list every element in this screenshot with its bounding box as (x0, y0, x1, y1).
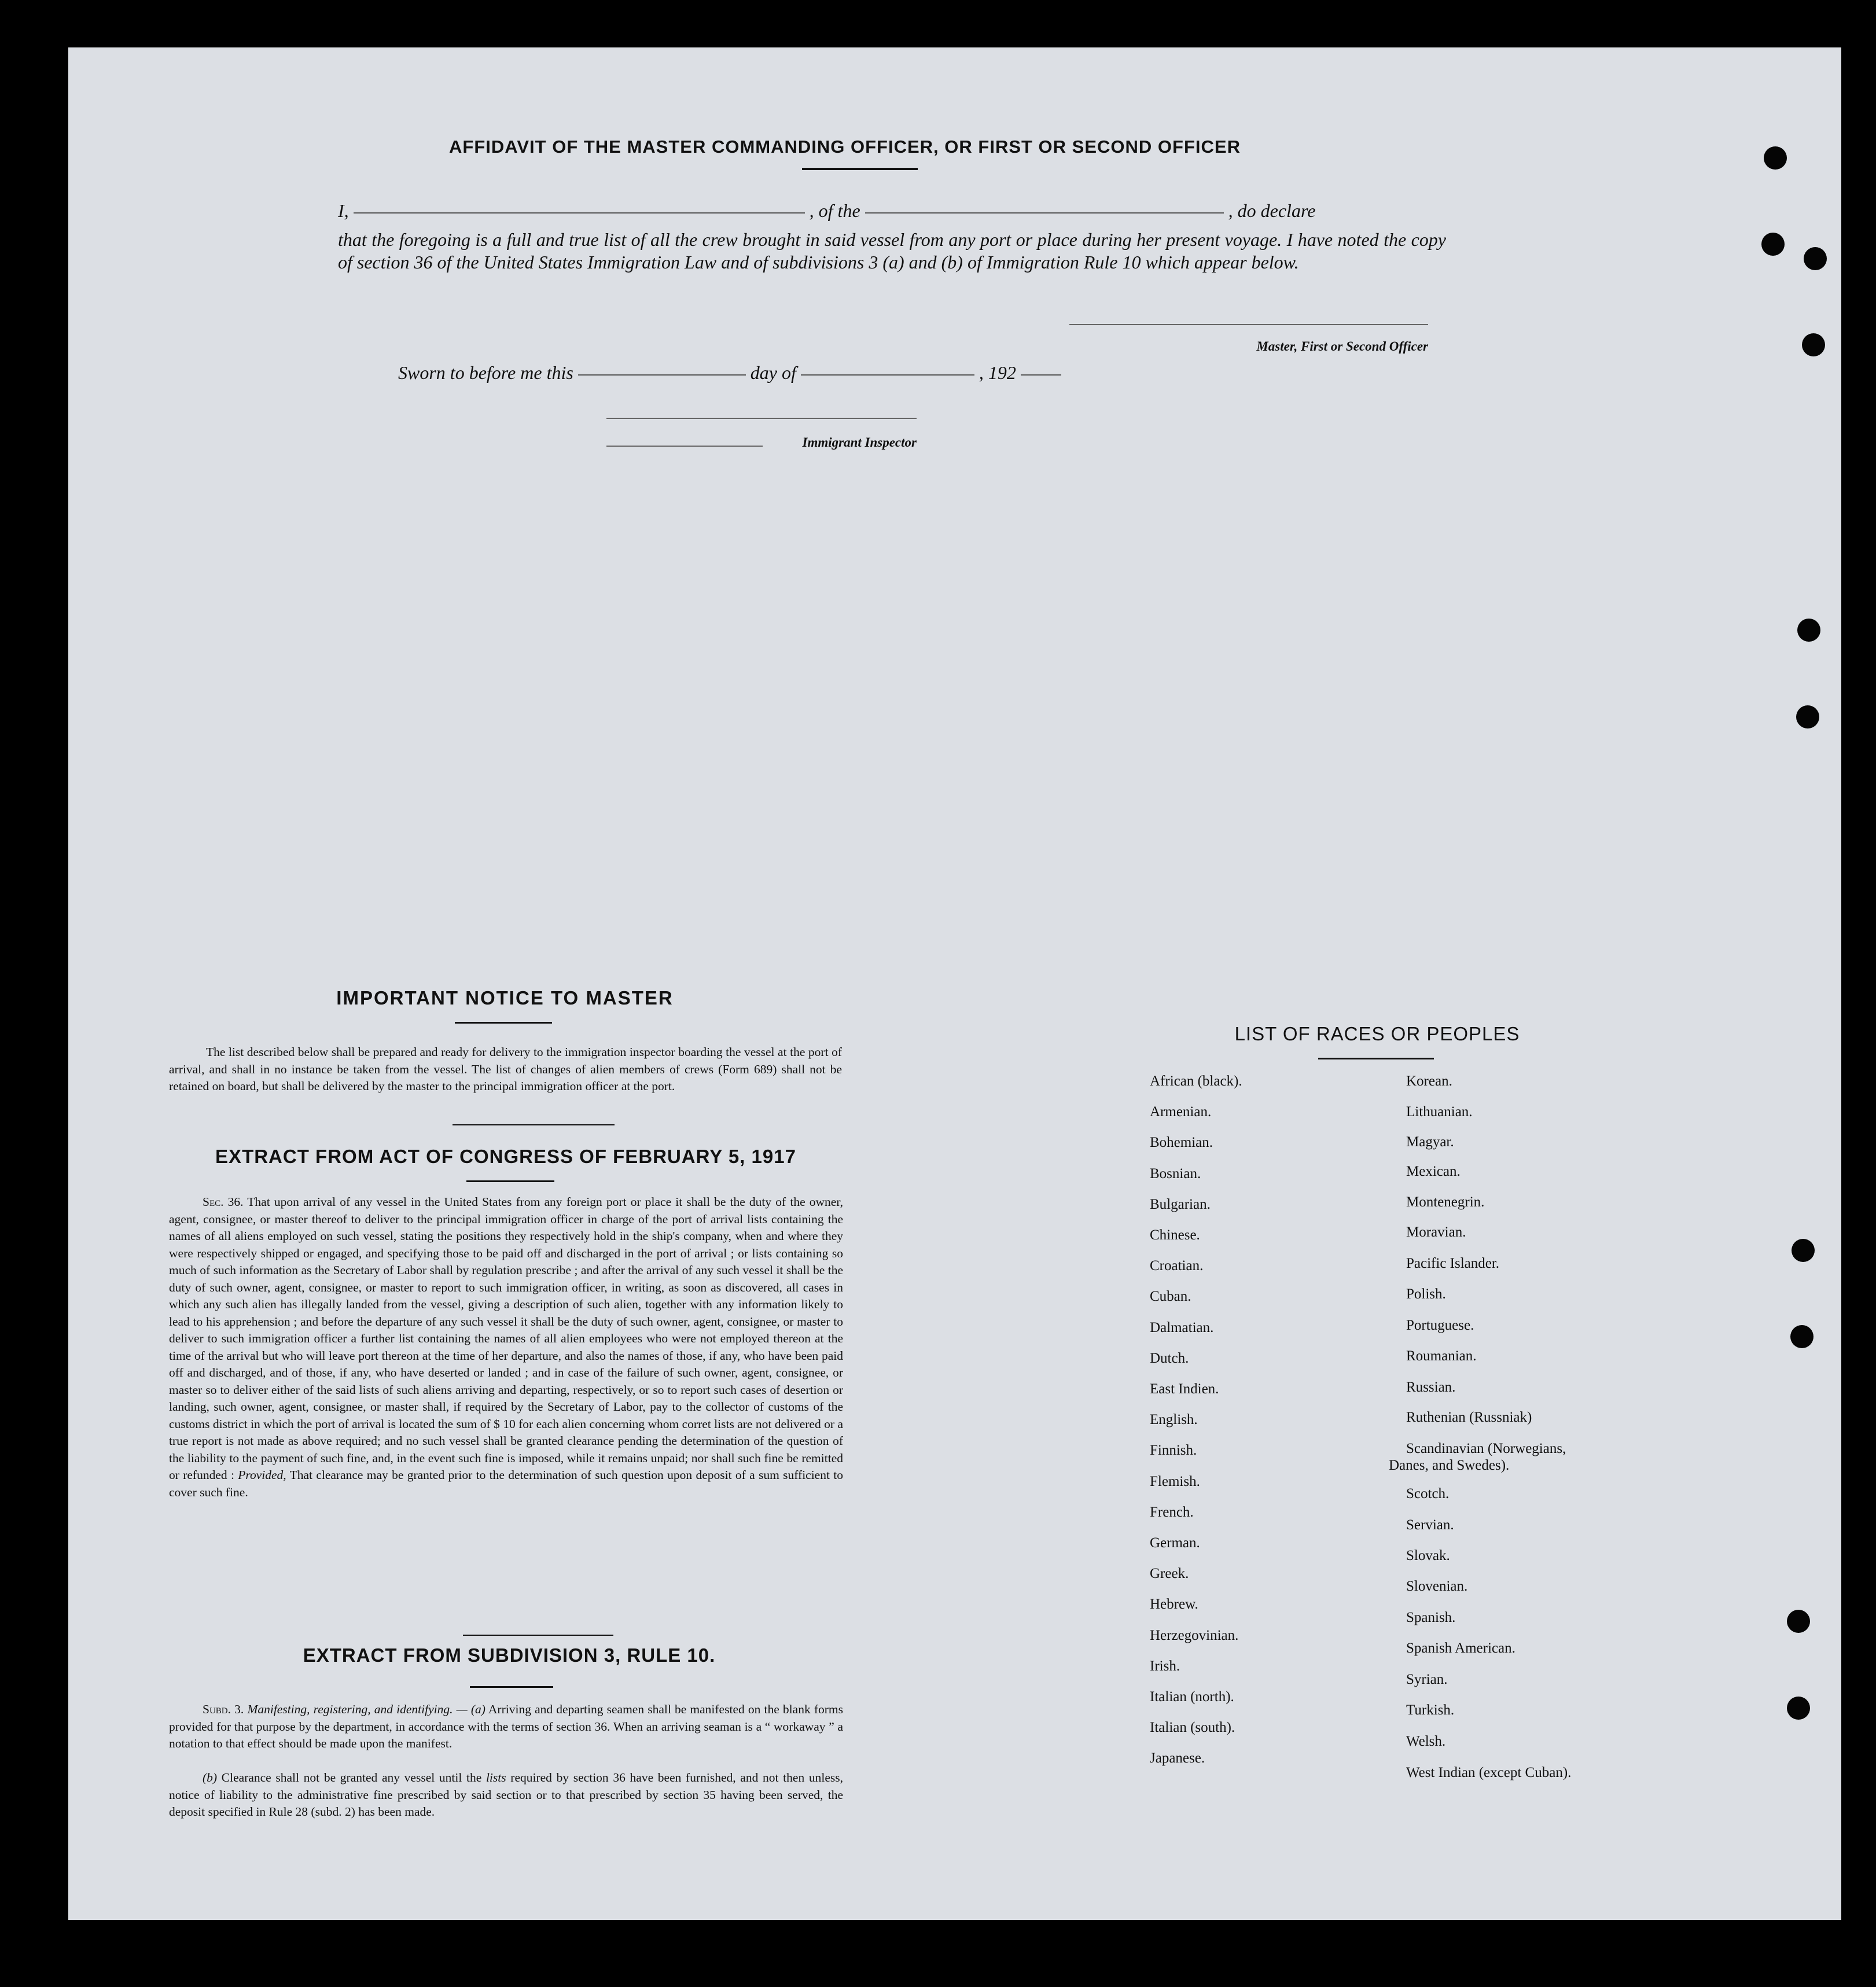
race-item: Scotch. (1406, 1486, 1450, 1502)
inspector-signature-line[interactable] (606, 418, 917, 419)
race-item: Bosnian. (1150, 1165, 1201, 1182)
race-item: Korean. (1406, 1073, 1452, 1089)
race-item: Italian (north). (1150, 1689, 1234, 1705)
notice-title-rule (455, 1022, 552, 1024)
race-item: Bulgarian. (1150, 1196, 1211, 1212)
race-item: Ruthenian (Russniak) (1406, 1410, 1532, 1425)
punch-hole (1802, 333, 1825, 356)
race-item: Roumanian. (1406, 1348, 1477, 1364)
affidavit-declare-label: , do declare (1228, 200, 1316, 221)
race-item: French. (1150, 1504, 1194, 1520)
act-text-end: That clearance may be granted prior to the determination of such question upon deposit of a sum sufficient to cover such fine. (169, 1468, 843, 1499)
affidavit-i-label: I, (338, 200, 349, 221)
race-item: Bohemian. (1150, 1135, 1213, 1151)
rule-title: EXTRACT FROM SUBDIVISION 3, RULE 10. (303, 1644, 716, 1666)
act-rule (463, 1635, 613, 1636)
act-text (169, 1194, 843, 1501)
affidavit-body: that the foregoing is a full and true list of all the crew brought in said vessel from any port or place during her present voyage. I have noted the copy of section 36 of the United States Immigration Law and of subdivisions 3 (a) and (b) of Immigration Rule 10 which appear below. (338, 229, 1446, 273)
master-signature-line[interactable] (1069, 324, 1428, 325)
punch-hole (1764, 146, 1787, 170)
act-text-body: That upon arrival of any vessel in the United States from any foreign port or place it shall be the duty of the owner, agent, consignee, or master thereof to deliver to the principal immigration officer in charge of the port of arrival lists containing the names of all aliens employed on such vessel, stating the positions they respectively hold in the ship's company, when and where they were respectively shipped or engaged, and specifying those to be paid off and discharged in the port of arrival ; or lists containing so much of such information as the Secretary of Labor shall by regulation prescribe ; and after the arrival of any such vessel it shall be the duty of such owner, agent, consignee, or master to report to such immigration officer, in writing, as soon as discovered, all cases in which any such alien has illegally landed from the vessel, giving a description of such alien, together with any information likely to lead to his apprehension ; and before the departure of any such vessel it shall be the duty of such owner, agent, consignee, or master to deliver to such immigration officer a further list containing the names of all alien employees who were not employed thereon at the time of the arrival but who will leave port thereon at the time of her departure, and also the names of those, if any, who have been paid off and discharged, and of those, if any, who have deserted or landed ; and in case of the failure of such owner, agent, consignee, or master so to deliver either of the said lists of such aliens arriving and departing, respectively, or so to report such cases of desertion or landing, such owner, agent, consignee, or master shall, if required by the Secretary of Labor, pay to the collector of customs of the customs district in which the port of arrival is located the sum of $ 10 for each alien concerning whom corret lists are not delivered or a true report is not made as above required; and no such vessel shall be granted clearance pending the determination of the question of the liability to the payment of such fine, and, in the event such fine is imposed, while it remains unpaid; nor shall such fine be remitted or refunded : (169, 1195, 844, 1482)
inspector-label: Immigrant Inspector (802, 435, 917, 450)
sworn-year-field[interactable] (1021, 374, 1061, 376)
race-item: Irish. (1150, 1658, 1180, 1674)
race-item: Magyar. (1406, 1134, 1454, 1150)
affidavit-declare-line (338, 200, 1446, 222)
rule-para-b-lists: lists (485, 1771, 506, 1784)
race-item: Spanish. (1406, 1610, 1456, 1625)
races-title: LIST OF RACES OR PEOPLES (1234, 1023, 1520, 1044)
race-item: Syrian. (1406, 1672, 1448, 1687)
race-item: Greek. (1150, 1566, 1189, 1582)
rule-para-b (169, 1769, 843, 1821)
race-item: Moravian. (1406, 1224, 1466, 1240)
race-item: Turkish. (1406, 1702, 1455, 1718)
race-item: African (black). (1150, 1073, 1242, 1089)
race-item: Montenegrin. (1406, 1194, 1485, 1210)
race-item: Flemish. (1150, 1473, 1200, 1489)
race-item: Armenian. (1150, 1104, 1212, 1120)
punch-hole (1804, 247, 1827, 270)
act-provided: Provided, (238, 1468, 286, 1482)
races-title-rule (1318, 1058, 1434, 1059)
race-item: Italian (south). (1150, 1720, 1235, 1736)
race-item: Herzegovinian. (1150, 1627, 1239, 1643)
race-item: Spanish American. (1406, 1640, 1515, 1656)
race-item: Dutch. (1150, 1350, 1189, 1366)
punch-hole (1787, 1610, 1810, 1633)
race-item: Slovak. (1406, 1548, 1450, 1563)
sworn-line (398, 362, 1150, 384)
notice-title: IMPORTANT NOTICE TO MASTER (336, 987, 674, 1009)
rule-para-a-text: Arriving and departing seamen shall be manifested on the blank forms provided for that purpose by the department, in accordance with the terms of section 36. When an arriving seaman is a “ workaway ” a notation to that effect should be made upon the manifest. (169, 1702, 843, 1750)
affidavit-of-the-label: , of the (809, 200, 860, 221)
notice-rule (453, 1124, 615, 1125)
race-item: Japanese. (1150, 1750, 1205, 1767)
race-item: Pacific Islander. (1406, 1256, 1500, 1271)
master-signature-label: Master, First or Second Officer (1256, 339, 1428, 354)
race-item: Mexican. (1406, 1164, 1461, 1179)
race-item: Slovenian. (1406, 1578, 1468, 1594)
punch-hole (1792, 1239, 1815, 1262)
affidavit-title: AFFIDAVIT OF THE MASTER COMMANDING OFFICER, OR FIRST OR SECOND OFFICER (449, 137, 1241, 157)
punch-hole (1761, 233, 1785, 256)
race-item: English. (1150, 1412, 1198, 1428)
race-item: Cuban. (1150, 1289, 1191, 1305)
act-title: EXTRACT FROM ACT OF CONGRESS OF FEBRUARY 5, 1917 (215, 1146, 796, 1167)
punch-hole (1797, 619, 1820, 642)
race-item: Scandinavian (Norwegians, (1406, 1441, 1566, 1456)
inspector-signature-subline (606, 446, 763, 447)
race-item: Lithuanian. (1406, 1104, 1473, 1120)
race-item: Chinese. (1150, 1227, 1200, 1243)
race-item: East Indien. (1150, 1381, 1219, 1397)
punch-hole (1790, 1325, 1814, 1348)
day-of-label: day of (750, 362, 796, 383)
year-label: , 192 (979, 362, 1016, 383)
punch-hole (1787, 1697, 1810, 1720)
race-item: German. (1150, 1535, 1200, 1551)
race-item: Portuguese. (1406, 1318, 1474, 1333)
act-sec-label: Sec. 36. (203, 1195, 244, 1209)
race-item: Dalmatian. (1150, 1319, 1214, 1335)
rule-title-rule (470, 1686, 553, 1688)
sworn-month-field[interactable] (801, 374, 974, 376)
race-item: Croatian. (1150, 1258, 1204, 1274)
vessel-field[interactable] (865, 212, 1224, 214)
sworn-label: Sworn to before me this (398, 362, 573, 383)
race-item: Polish. (1406, 1286, 1446, 1302)
rule-para-b-text1: Clearance shall not be granted any vessel until the (221, 1771, 482, 1784)
sworn-day-field[interactable] (578, 374, 746, 376)
race-item: Russian. (1406, 1379, 1456, 1395)
rule-subd-label: Subd. 3. (203, 1702, 244, 1716)
race-item: Welsh. (1406, 1734, 1446, 1749)
race-item: Finnish. (1150, 1443, 1197, 1459)
race-item: Servian. (1406, 1517, 1454, 1533)
race-item: Hebrew. (1150, 1596, 1198, 1613)
punch-hole (1796, 705, 1819, 728)
act-title-rule (466, 1180, 554, 1182)
rule-para-b-label: (b) (203, 1771, 218, 1784)
name-field[interactable] (354, 212, 805, 214)
document-page (68, 47, 1841, 1920)
race-item: West Indian (except Cuban). (1406, 1765, 1572, 1780)
rule-para-b-text2: required by section 36 have been furnished, and not then unless, notice of liability to the administrative fine prescribed by said section or to that prescribed by section 35 having been served, the deposit specified in Rule 28 (subd. 2) has been made. (169, 1771, 844, 1819)
race-item: Danes, and Swedes). (1389, 1458, 1510, 1473)
affidavit-title-rule (802, 168, 918, 170)
rule-para-a (169, 1701, 843, 1753)
rule-subd-title: Manifesting, registering, and identifying. — (a) (247, 1702, 485, 1716)
notice-text: The list described below shall be prepared and ready for delivery to the immigration inspector boarding the vessel at the port of arrival, and shall in no instance be taken from the vessel. The list of changes of alien members of crews (Form 689) shall not be retained on board, but shall be delivered by the master to the principal immigration officer at the port. (169, 1045, 842, 1093)
